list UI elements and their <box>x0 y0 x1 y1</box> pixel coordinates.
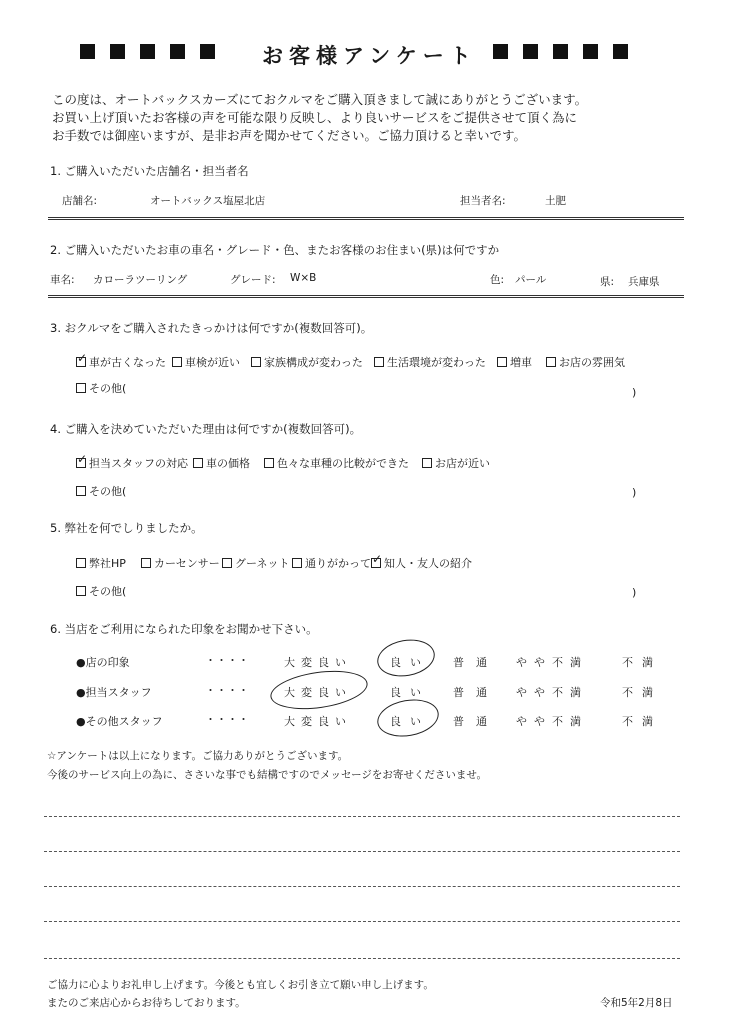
q5-close-paren: ) <box>632 586 637 599</box>
rating-circle-mark <box>374 695 441 741</box>
rating-option-somewhat-dissatisfied[interactable]: やや不満 <box>516 656 588 669</box>
title-square-left-2 <box>110 44 125 59</box>
store-value[interactable]: オートバックス塩屋北店 <box>150 195 266 207</box>
q5-heading: 5. 弊社を何でしりましたか。 <box>50 521 203 535</box>
checkbox-icon[interactable] <box>76 357 86 367</box>
q5-option-3[interactable]: グーネット <box>222 555 289 571</box>
rating-row-dots: ・・・・ <box>205 684 249 697</box>
q3-other[interactable]: その他( <box>76 380 126 396</box>
title-square-right-1 <box>493 44 508 59</box>
checkbox-icon[interactable] <box>76 586 86 596</box>
grade-value[interactable]: W×B <box>290 272 317 284</box>
checkbox-icon[interactable] <box>422 458 432 468</box>
q4-option-2[interactable]: 車の価格 <box>193 455 250 471</box>
message-line-5[interactable] <box>44 958 680 959</box>
message-line-2[interactable] <box>44 851 680 852</box>
title-square-right-5 <box>613 44 628 59</box>
rating-option-normal[interactable]: 普通 <box>453 656 499 669</box>
closing-line-1: ☆アンケートは以上になります。ご協力ありがとうございます。 <box>47 750 349 762</box>
checkbox-icon[interactable] <box>76 486 86 496</box>
checkbox-icon[interactable] <box>193 458 203 468</box>
q3-option-2[interactable]: 車検が近い <box>172 354 240 370</box>
rating-option-very-good[interactable]: 大変良い <box>284 686 352 699</box>
color-label: 色: <box>490 274 505 286</box>
q4-other[interactable]: その他( <box>76 483 126 499</box>
rating-option-dissatisfied[interactable]: 不満 <box>622 686 662 699</box>
title-square-right-2 <box>523 44 538 59</box>
rating-option-good[interactable]: 良い <box>390 686 430 699</box>
q5-other[interactable]: その他( <box>76 583 126 599</box>
store-label: 店舗名: <box>62 195 98 207</box>
q3-option-4[interactable]: 生活環境が変わった <box>374 354 486 370</box>
title-square-left-5 <box>200 44 215 59</box>
q4-option-1[interactable]: ✓担当スタッフの対応 <box>76 455 188 471</box>
intro-line-2: お買い上げ頂いたお客様の声を可能な限り反映し、より良いサービスをご提供させて頂く為に <box>52 110 578 125</box>
grade-label: グレード: <box>230 274 276 286</box>
staff-value[interactable]: 土肥 <box>545 195 566 207</box>
rating-option-very-good[interactable]: 大変良い <box>284 656 352 669</box>
checkbox-icon[interactable] <box>172 357 182 367</box>
staff-label: 担当者名: <box>460 195 506 207</box>
q4-heading: 4. ご購入を決めていただいた理由は何ですか(複数回答可)。 <box>50 422 362 436</box>
rating-row-dots: ・・・・ <box>205 654 249 667</box>
pref-label: 県: <box>600 276 615 288</box>
q3-option-1[interactable]: ✓車が古くなった <box>76 354 166 370</box>
survey-date: 令和5年2月8日 <box>600 997 673 1009</box>
title-square-left-4 <box>170 44 185 59</box>
q5-option-1[interactable]: 弊社HP <box>76 555 126 571</box>
checkbox-icon[interactable] <box>76 383 86 393</box>
rating-option-dissatisfied[interactable]: 不満 <box>622 715 662 728</box>
checkbox-icon[interactable] <box>76 458 86 468</box>
checkbox-icon[interactable] <box>292 558 302 568</box>
closing-line-2: 今後のサービス向上の為に、ささいな事でも結構ですのでメッセージをお寄せくださいませ。 <box>47 769 488 781</box>
rating-option-dissatisfied[interactable]: 不満 <box>622 656 662 669</box>
pref-value[interactable]: 兵庫県 <box>628 276 660 288</box>
rating-option-normal[interactable]: 普通 <box>453 686 499 699</box>
rating-option-somewhat-dissatisfied[interactable]: やや不満 <box>516 715 588 728</box>
title-square-right-3 <box>553 44 568 59</box>
q3-close-paren: ) <box>632 386 637 399</box>
q4-option-4[interactable]: お店が近い <box>422 455 490 471</box>
checkbox-icon[interactable] <box>546 357 556 367</box>
checkbox-icon[interactable] <box>141 558 151 568</box>
message-line-1[interactable] <box>44 816 680 817</box>
q6-heading: 6. 当店をご利用になられた印象をお聞かせ下さい。 <box>50 622 318 636</box>
title-square-right-4 <box>583 44 598 59</box>
q5-option-5[interactable]: ✓ 知人・友人の紹介 <box>371 555 472 571</box>
checkbox-icon[interactable] <box>222 558 232 568</box>
q2-divider <box>48 295 684 298</box>
rating-option-very-good[interactable]: 大変良い <box>284 715 352 728</box>
rating-option-good[interactable]: 良い <box>390 656 430 669</box>
title-square-left-3 <box>140 44 155 59</box>
message-line-4[interactable] <box>44 921 680 922</box>
q4-close-paren: ) <box>632 486 637 499</box>
rating-circle-mark <box>268 665 370 714</box>
intro-line-3: お手数では御座いますが、是非お声を聞かせてください。ご協力頂けると幸いです。 <box>52 128 527 143</box>
q4-option-3[interactable]: 色々な車種の比較ができた <box>264 455 409 471</box>
q3-option-5[interactable]: 増車 <box>497 354 532 370</box>
footer-line-2: またのご来店心からお待ちしております。 <box>47 997 246 1009</box>
checkbox-icon[interactable] <box>374 357 384 367</box>
q5-option-4[interactable]: 通りがかって <box>292 555 371 571</box>
car-label: 車名: <box>50 274 75 286</box>
rating-option-somewhat-dissatisfied[interactable]: やや不満 <box>516 686 588 699</box>
checkbox-icon[interactable] <box>76 558 86 568</box>
checkbox-icon[interactable] <box>497 357 507 367</box>
title-square-left-1 <box>80 44 95 59</box>
q1-divider <box>48 217 684 220</box>
rating-row-label: ●その他スタッフ <box>76 715 163 728</box>
message-line-3[interactable] <box>44 886 680 887</box>
q3-heading: 3. おクルマをご購入されたきっかけは何ですか(複数回答可)。 <box>50 321 373 335</box>
rating-row-label: ●店の印象 <box>76 656 130 669</box>
rating-option-normal[interactable]: 普通 <box>453 715 499 728</box>
intro-line-1: この度は、オートバックスカーズにておクルマをご購入頂きまして誠にありがとうございます。 <box>52 92 588 107</box>
rating-option-good[interactable]: 良い <box>390 715 430 728</box>
checkbox-icon[interactable] <box>371 558 381 568</box>
q2-heading: 2. ご購入いただいたお車の車名・グレード・色、またお客様のお住まい(県)は何ですか <box>50 243 500 257</box>
color-value[interactable]: パール <box>515 274 547 286</box>
q3-option-3[interactable]: 家族構成が変わった <box>251 354 363 370</box>
rating-row-dots: ・・・・ <box>205 713 249 726</box>
rating-circle-mark <box>374 635 437 681</box>
checkbox-icon[interactable] <box>251 357 261 367</box>
rating-row-label: ●担当スタッフ <box>76 686 152 699</box>
q3-option-6[interactable]: お店の雰囲気 <box>546 354 625 370</box>
car-value[interactable]: カローラツーリング <box>93 274 188 286</box>
q1-heading: 1. ご購入いただいた店舗名・担当者名 <box>50 164 249 178</box>
checkbox-icon[interactable] <box>264 458 274 468</box>
footer-line-1: ご協力に心よりお礼申し上げます。今後とも宜しくお引き立て願い申し上げます。 <box>47 979 434 991</box>
page-title: お客様アンケート <box>262 44 477 68</box>
q5-option-2[interactable]: カーセンサー <box>141 555 220 571</box>
